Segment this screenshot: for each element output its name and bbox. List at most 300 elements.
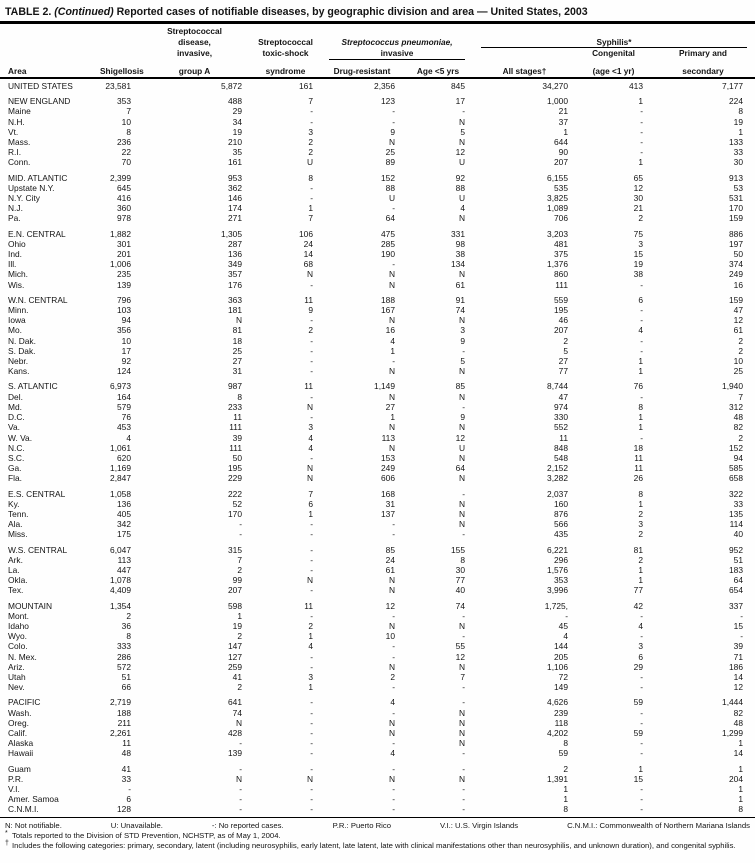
cell-value: 27: [232, 356, 242, 367]
cell-value: 4: [390, 335, 395, 346]
cell-value: 52: [232, 498, 242, 509]
cell-value: -: [310, 544, 313, 555]
cell-value: 229: [228, 473, 242, 484]
table-row: [0, 402, 755, 412]
cell-value: 8: [126, 126, 131, 137]
cell-value: 197: [729, 238, 743, 249]
cell-value: 37: [558, 116, 568, 127]
table-row: [0, 173, 755, 183]
cell-area: Ala.: [8, 519, 23, 530]
cell-value: 654: [729, 585, 743, 596]
cell-area: C.N.M.I.: [8, 804, 39, 815]
cell-value: -: [640, 116, 643, 127]
cell-area: Conn.: [8, 157, 31, 168]
cell-value: 174: [228, 203, 242, 214]
cell-value: N: [458, 707, 465, 718]
cell-value: 860: [554, 269, 568, 280]
cell-value: 362: [228, 182, 242, 193]
cell-value: 285: [381, 238, 395, 249]
cell-value: 2,261: [110, 727, 131, 738]
cell-value: N: [388, 575, 395, 586]
cell-value: 6: [126, 794, 131, 805]
cell-value: 2,152: [547, 463, 568, 474]
table-row: [0, 305, 755, 315]
cell-value: 2: [237, 631, 242, 642]
header-strep-a-line4: group A: [178, 66, 211, 76]
cell-value: 59: [633, 697, 643, 708]
table-row: [0, 662, 755, 672]
cell-value: 435: [554, 529, 568, 540]
cell-value: N: [458, 717, 465, 728]
cell-value: 1,061: [110, 442, 131, 453]
cell-value: 356: [117, 325, 131, 336]
cell-value: 81: [232, 325, 242, 336]
cell-value: -: [310, 182, 313, 193]
cell-value: 65: [633, 172, 643, 183]
header-all-stages: All stages†: [502, 66, 547, 76]
cell-area: Wis.: [8, 279, 25, 290]
cell-value: 952: [729, 544, 743, 555]
cell-area: W.N. CENTRAL: [8, 294, 68, 305]
table-row: [0, 555, 755, 565]
cell-value: 1,299: [722, 727, 743, 738]
cell-value: 74: [455, 305, 465, 316]
cell-value: -: [392, 641, 395, 652]
cell-value: 85: [385, 544, 395, 555]
table-row: [0, 463, 755, 473]
cell-value: 552: [554, 422, 568, 433]
cell-value: 15: [733, 620, 743, 631]
cell-value: 2,037: [547, 488, 568, 499]
cell-value: 186: [729, 661, 743, 672]
cell-value: -: [392, 804, 395, 815]
cell-value: 85: [455, 381, 465, 392]
cell-value: 159: [729, 294, 743, 305]
cell-area: Iowa: [8, 315, 26, 326]
cell-value: 11: [122, 738, 131, 749]
cell-value: 1: [308, 203, 313, 214]
cell-value: 34,270: [542, 81, 568, 91]
cell-value: -: [640, 137, 643, 148]
cell-value: 113: [381, 432, 395, 443]
cell-value: 48: [733, 717, 743, 728]
table-row: [0, 621, 755, 631]
cell-value: 3: [638, 238, 643, 249]
cell-area: N. Dak.: [8, 335, 36, 346]
cell-value: 16: [385, 325, 395, 336]
cell-value: 82: [733, 707, 743, 718]
cell-value: 10: [121, 116, 131, 127]
cell-value: 11: [634, 463, 643, 474]
cell-value: 91: [455, 294, 465, 305]
cell-value: 33: [733, 498, 743, 509]
cell-value: 296: [554, 554, 568, 565]
legend-pr: P.R.: Puerto Rico: [332, 820, 391, 830]
cell-value: 1,089: [547, 203, 568, 214]
table-row: [0, 529, 755, 539]
table-row: [0, 269, 755, 279]
data-table: [0, 81, 755, 815]
cell-value: 10: [733, 356, 743, 367]
cell-value: U: [458, 442, 465, 453]
header-strep-a-line1: Streptococcal: [167, 26, 222, 36]
cell-value: 7: [308, 96, 313, 107]
cell-value: 1: [738, 794, 743, 805]
cell-value: -: [310, 707, 313, 718]
cell-value: 89: [385, 157, 395, 168]
header-toxic-shock-line3: syndrome: [265, 66, 306, 76]
cell-area: Tex.: [8, 585, 24, 596]
cell-value: -: [310, 412, 313, 423]
cell-value: 2: [237, 682, 242, 693]
cell-value: 6,155: [547, 172, 568, 183]
cell-value: N: [458, 473, 465, 484]
cell-value: -: [462, 682, 465, 693]
cell-value: N: [458, 116, 465, 127]
cell-value: 6,221: [547, 544, 568, 555]
cell-value: 76: [121, 412, 131, 423]
table-row: [0, 81, 755, 91]
cell-value: -: [310, 763, 313, 774]
cell-area: Maine: [8, 106, 31, 117]
cell-value: -: [462, 488, 465, 499]
cell-area: Utah: [8, 671, 26, 682]
cell-value: 1: [563, 126, 568, 137]
table-row: [0, 631, 755, 641]
cell-value: 4: [563, 631, 568, 642]
cell-value: 606: [381, 473, 395, 484]
cell-value: 7: [308, 488, 313, 499]
cell-value: 1,006: [110, 259, 131, 270]
cell-value: 259: [228, 661, 242, 672]
cell-value: -: [239, 763, 242, 774]
cell-value: -: [462, 610, 465, 621]
cell-area: R.I.: [8, 147, 22, 158]
cell-value: 7: [738, 391, 743, 402]
table-row: [0, 672, 755, 682]
cell-value: 271: [228, 213, 242, 224]
cell-value: 7: [126, 106, 131, 117]
cell-value: 128: [117, 804, 131, 815]
cell-value: 161: [228, 157, 242, 168]
cell-value: 2: [126, 610, 131, 621]
table-row: [0, 183, 755, 193]
table-title-label: TABLE 2.: [5, 6, 52, 18]
footnote-dagger-text: Includes the following categories: primary, secondary, latent (including neurosyphilis, early latent, late latent, late with clinical manifestations other than neurosyphilis, and unknown duration), and congenital syphilis.: [12, 841, 736, 851]
cell-value: 7: [308, 213, 313, 224]
cell-value: N: [388, 727, 395, 738]
table-row: [0, 117, 755, 127]
cell-value: N: [388, 442, 395, 453]
cell-value: 235: [117, 269, 131, 280]
cell-value: -: [392, 763, 395, 774]
cell-area: N.Y. City: [8, 193, 40, 204]
table-row: [0, 157, 755, 167]
cell-value: 236: [117, 137, 131, 148]
cell-value: -: [640, 106, 643, 117]
table-row: [0, 601, 755, 611]
cell-value: N: [458, 422, 465, 433]
cell-value: -: [310, 585, 313, 596]
cell-value: 159: [729, 213, 743, 224]
cell-value: 36: [121, 620, 131, 631]
cell-area: MID. ATLANTIC: [8, 172, 68, 183]
cell-value: 3: [308, 126, 313, 137]
cell-value: U: [306, 157, 313, 168]
cell-value: 1: [638, 157, 643, 168]
cell-value: 24: [303, 238, 313, 249]
header-strep-a-line2: disease,: [178, 37, 211, 47]
cell-value: 3: [638, 519, 643, 530]
cell-value: 92: [455, 172, 465, 183]
cell-value: 6,973: [110, 381, 131, 392]
title-rule: [0, 21, 755, 24]
cell-value: N: [458, 452, 465, 463]
cell-value: 6: [638, 651, 643, 662]
cell-value: -: [128, 784, 131, 794]
cell-value: 146: [228, 193, 242, 204]
cell-value: 92: [121, 356, 131, 367]
cell-value: 25: [232, 345, 242, 356]
cell-value: 106: [299, 228, 313, 239]
cell-value: 1: [638, 564, 643, 575]
legend-not-notifiable: N: Not notifiable.: [5, 820, 62, 830]
cell-value: 19: [633, 259, 643, 270]
cell-area: Kans.: [8, 366, 30, 377]
cell-value: -: [392, 738, 395, 749]
cell-area: Va.: [8, 422, 20, 433]
cell-area: S. Dak.: [8, 345, 36, 356]
cell-value: 1: [563, 784, 568, 794]
cell-value: 15: [633, 773, 643, 784]
cell-area: Colo.: [8, 641, 28, 652]
cell-value: 31: [385, 498, 395, 509]
cell-value: 183: [729, 564, 743, 575]
cell-value: 428: [228, 727, 242, 738]
cell-value: -: [310, 193, 313, 204]
table-row: [0, 147, 755, 157]
cell-value: 1: [308, 682, 313, 693]
cell-value: 641: [228, 697, 242, 708]
cell-value: -: [310, 717, 313, 728]
table-row: [0, 499, 755, 509]
cell-area: N.C.: [8, 442, 25, 453]
cell-value: 5: [563, 345, 568, 356]
cell-value: -: [310, 529, 313, 540]
cell-area: Ohio: [8, 238, 26, 249]
cell-value: 38: [633, 269, 643, 280]
cell-value: 94: [733, 452, 743, 463]
cell-value: N: [306, 401, 313, 412]
cell-value: -: [640, 682, 643, 693]
cell-area: Wyo.: [8, 631, 28, 642]
cell-value: 61: [385, 564, 395, 575]
cell-value: -: [462, 106, 465, 117]
cell-value: 4: [390, 697, 395, 708]
table-row: [0, 422, 755, 432]
cell-value: 1,169: [110, 463, 131, 474]
cell-value: 1,882: [110, 228, 131, 239]
cell-area: P.R.: [8, 773, 24, 784]
cell-value: 14: [303, 249, 313, 260]
cell-value: 1: [390, 412, 395, 423]
cell-area: Ga.: [8, 463, 22, 474]
cell-value: 322: [729, 488, 743, 499]
cell-value: 2: [638, 508, 643, 519]
cell-value: 35: [232, 147, 242, 158]
cell-value: 190: [381, 249, 395, 260]
cell-value: -: [392, 610, 395, 621]
cell-value: -: [392, 203, 395, 214]
cell-value: -: [462, 763, 465, 774]
cell-value: 249: [381, 463, 395, 474]
cell-value: N: [388, 620, 395, 631]
cell-value: 2: [308, 620, 313, 631]
cell-value: 4: [638, 620, 643, 631]
cell-value: 239: [554, 707, 568, 718]
footnote-legend: [5, 821, 750, 831]
header-drug-resistant: Drug-resistant: [333, 66, 391, 76]
cell-value: -: [392, 682, 395, 693]
cell-value: 6: [308, 498, 313, 509]
cell-value: 4: [308, 442, 313, 453]
cell-value: 167: [381, 305, 395, 316]
cell-value: -: [640, 631, 643, 642]
table-row: [0, 96, 755, 106]
cell-value: 3: [308, 422, 313, 433]
cell-value: 3,996: [547, 585, 568, 596]
cell-value: 1,576: [547, 564, 568, 575]
cell-value: 29: [633, 661, 643, 672]
cell-value: -: [640, 784, 643, 794]
cell-value: 375: [554, 249, 568, 260]
cell-value: N: [458, 137, 465, 148]
cell-value: 224: [729, 96, 743, 107]
cell-value: 201: [117, 249, 131, 260]
cell-value: -: [640, 315, 643, 326]
cell-value: 53: [733, 182, 743, 193]
cell-value: 353: [117, 96, 131, 107]
cell-value: 222: [228, 488, 242, 499]
cell-value: 144: [554, 641, 568, 652]
cell-value: -: [462, 631, 465, 642]
cell-value: 34: [232, 116, 242, 127]
cell-area: Vt.: [8, 126, 19, 137]
table-row: [0, 453, 755, 463]
cell-value: 45: [558, 620, 568, 631]
cell-value: 24: [385, 554, 395, 565]
cell-value: 55: [455, 641, 465, 652]
cell-value: 12: [385, 600, 395, 611]
cell-value: 1: [390, 345, 395, 356]
cell-value: -: [392, 784, 395, 794]
cell-value: 170: [729, 203, 743, 214]
cell-value: 475: [381, 228, 395, 239]
cell-value: N: [388, 391, 395, 402]
cell-value: -: [462, 794, 465, 805]
cell-area: D.C.: [8, 412, 25, 423]
cell-value: 548: [554, 452, 568, 463]
cell-value: -: [462, 784, 465, 794]
cell-value: 17: [455, 96, 465, 107]
cell-value: -: [640, 147, 643, 158]
table-row: [0, 193, 755, 203]
cell-value: 77: [455, 575, 465, 586]
cell-value: N: [306, 463, 313, 474]
cell-value: -: [740, 610, 743, 621]
cell-area: S. ATLANTIC: [8, 381, 58, 392]
cell-value: 4: [308, 641, 313, 652]
cell-value: 447: [117, 564, 131, 575]
cell-value: 9: [460, 412, 465, 423]
cell-value: 353: [554, 575, 568, 586]
cell-value: 2: [563, 763, 568, 774]
cell-value: 88: [385, 182, 395, 193]
cell-value: 160: [554, 498, 568, 509]
cell-area: Ark.: [8, 554, 23, 565]
cell-value: 136: [117, 498, 131, 509]
cell-value: 3: [638, 641, 643, 652]
cell-value: 2: [308, 137, 313, 148]
cell-value: 4,626: [547, 697, 568, 708]
cell-value: 953: [228, 172, 242, 183]
header-syphilis-group: Syphilis*: [481, 37, 747, 48]
cell-value: 363: [228, 294, 242, 305]
cell-value: 70: [121, 157, 131, 168]
cell-value: 10: [385, 631, 395, 642]
cell-value: 207: [554, 325, 568, 336]
table-row: [0, 804, 755, 814]
cell-value: 974: [554, 401, 568, 412]
cell-value: 59: [558, 748, 568, 759]
cell-value: -: [310, 610, 313, 621]
cell-value: 8,744: [547, 381, 568, 392]
cell-value: 644: [554, 137, 568, 148]
asterisk-mark: *: [5, 830, 8, 838]
table-row: [0, 213, 755, 223]
cell-value: 74: [455, 600, 465, 611]
cell-value: 8: [738, 106, 743, 117]
cell-value: 12: [733, 682, 743, 693]
cell-value: N: [388, 137, 395, 148]
cell-value: 29: [232, 106, 242, 117]
cell-value: N: [306, 575, 313, 586]
cell-value: 51: [121, 671, 131, 682]
cell-value: 337: [729, 600, 743, 611]
cell-value: -: [310, 345, 313, 356]
table-row: [0, 585, 755, 595]
cell-value: 64: [385, 213, 395, 224]
cell-value: N: [458, 519, 465, 530]
cell-value: 210: [228, 137, 242, 148]
cell-area: Ariz.: [8, 661, 25, 672]
cell-area: Hawaii: [8, 748, 34, 759]
cell-value: 114: [729, 519, 743, 530]
cell-area: N.H.: [8, 116, 25, 127]
cell-value: 15: [633, 249, 643, 260]
cell-value: 2: [738, 335, 743, 346]
cell-value: 1: [638, 356, 643, 367]
cell-value: U: [458, 193, 465, 204]
table-row: [0, 443, 755, 453]
cell-area: Okla.: [8, 575, 28, 586]
table-row: [0, 611, 755, 621]
cell-value: 3,282: [547, 473, 568, 484]
cell-value: 27: [558, 356, 568, 367]
cell-value: 124: [117, 366, 131, 377]
cell-value: 137: [381, 508, 395, 519]
cell-value: 2: [563, 335, 568, 346]
